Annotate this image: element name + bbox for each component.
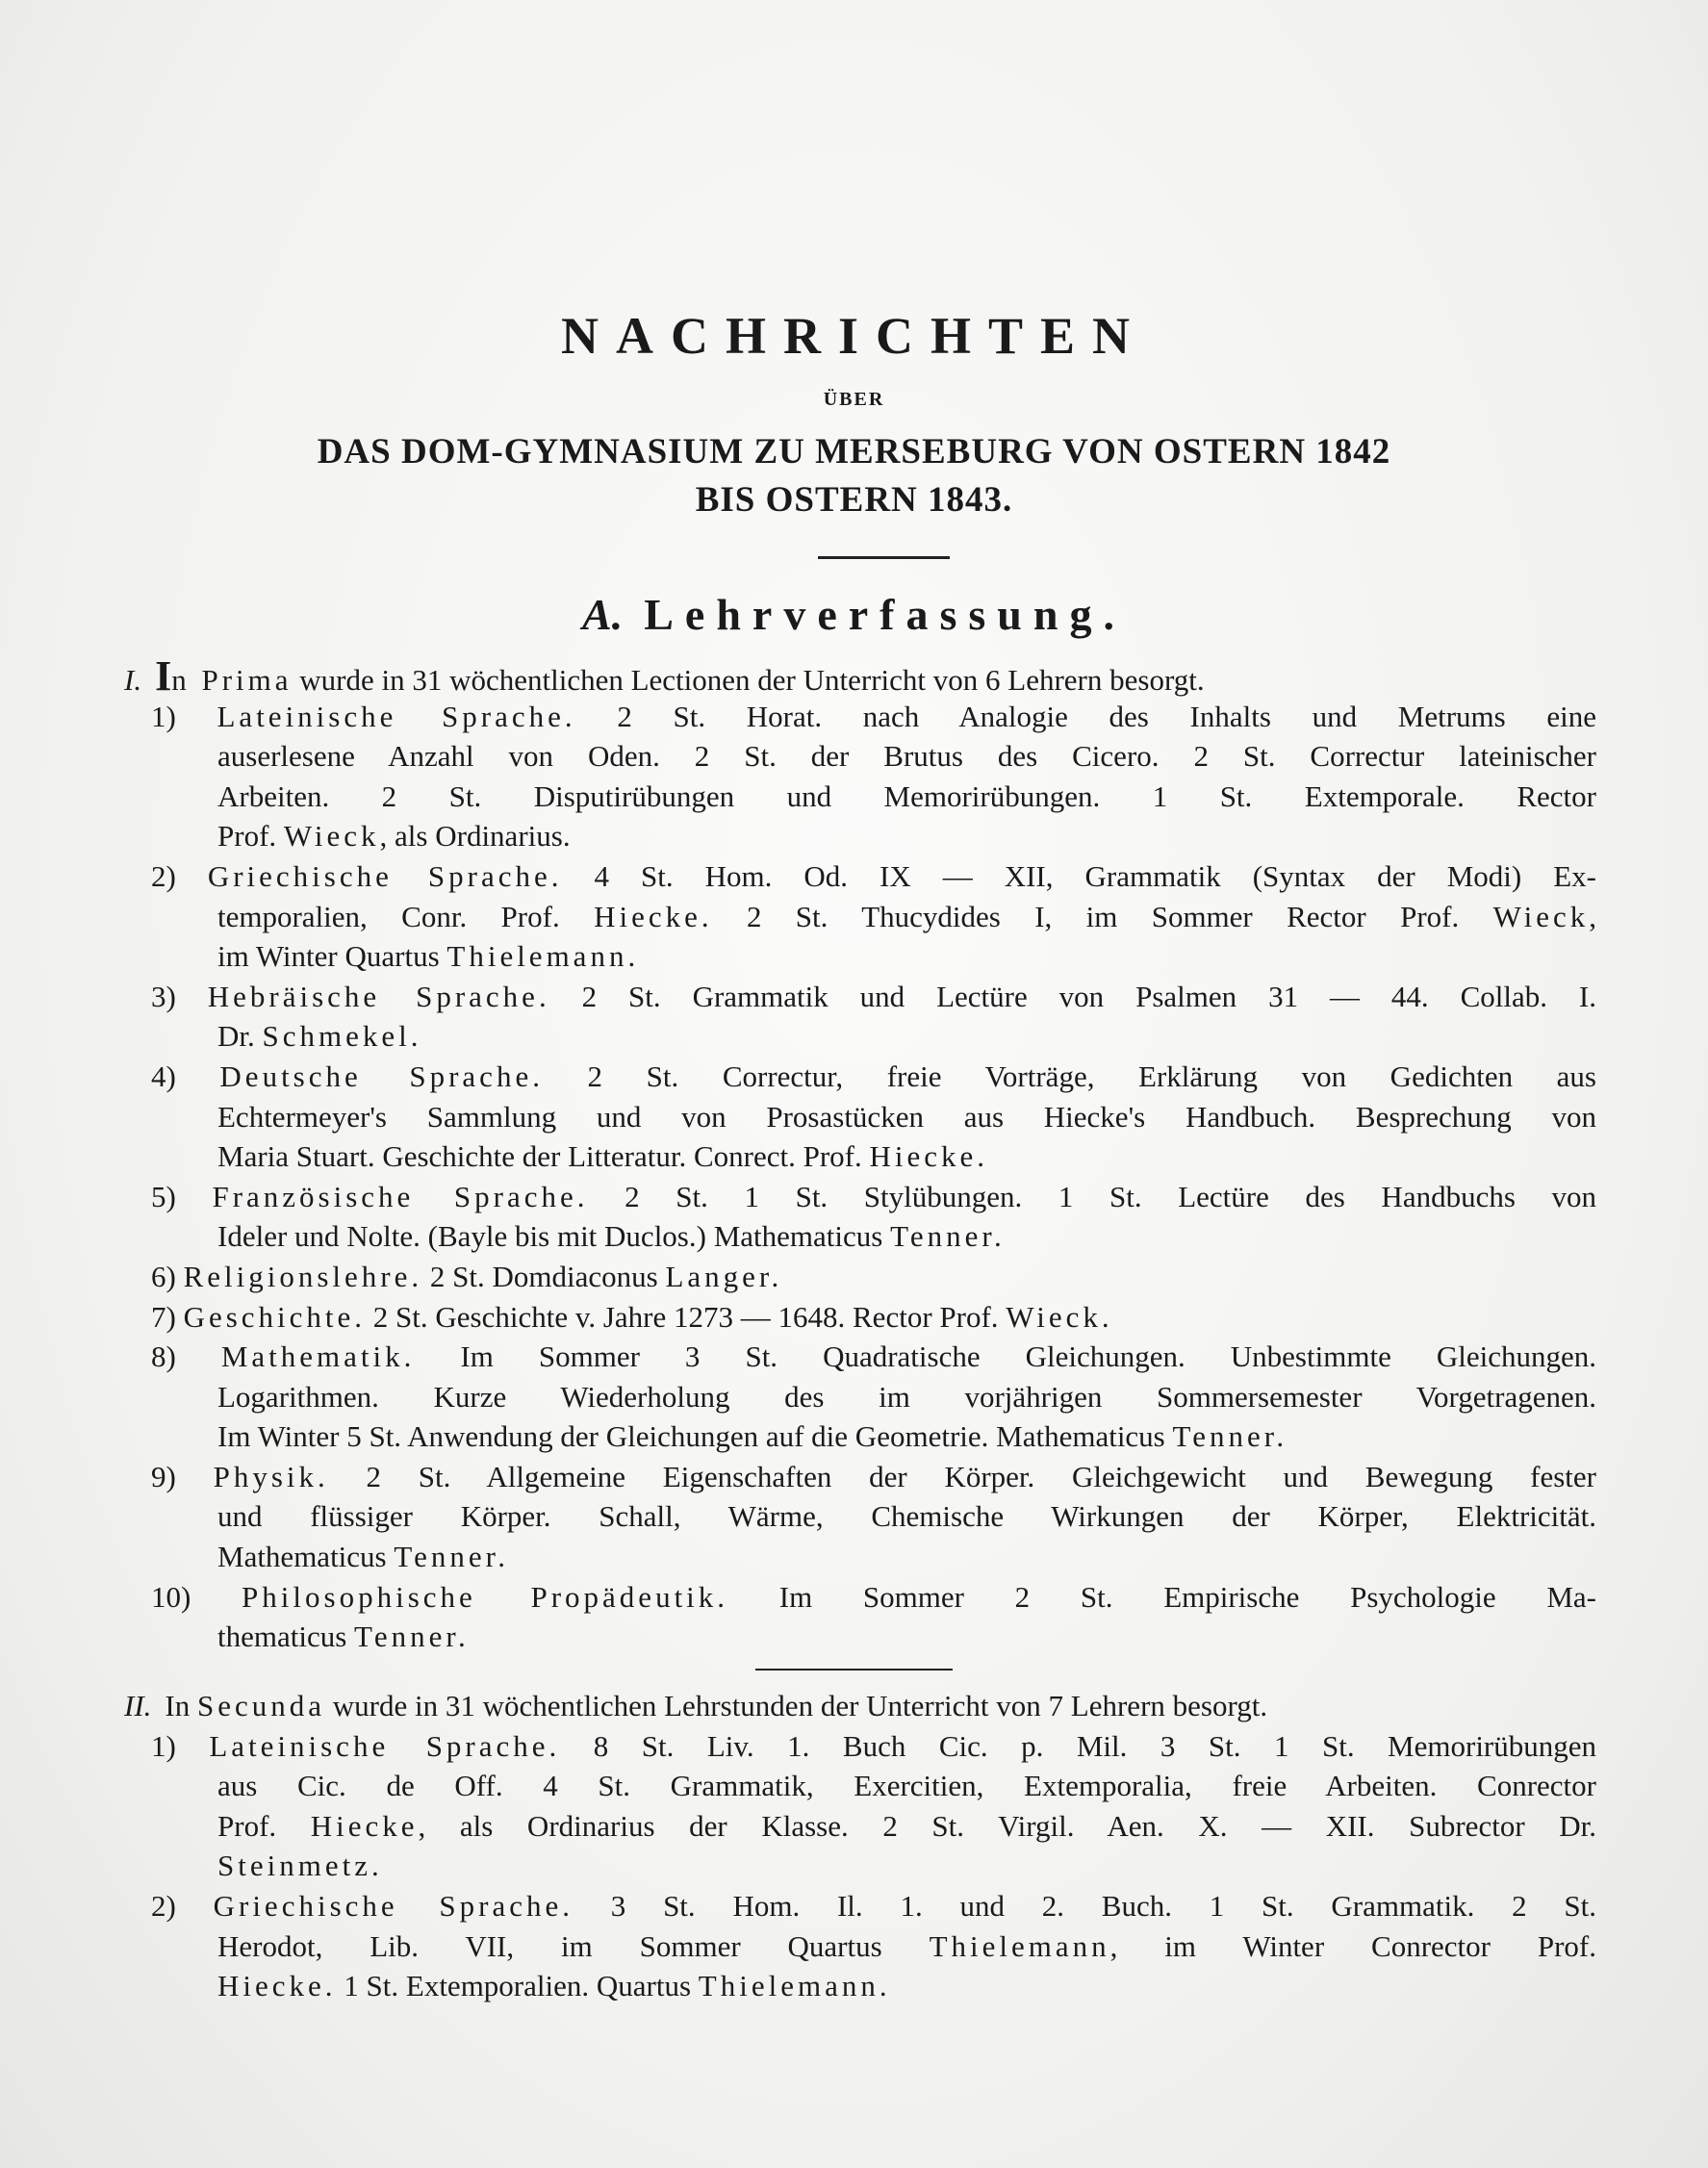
- text-run: 9): [151, 1459, 214, 1493]
- text-run: 3): [151, 979, 208, 1013]
- text-run: 6): [151, 1259, 184, 1293]
- spaced-text: Thielemann.: [698, 1969, 891, 2003]
- text-run: temporalien, Conr. Prof.: [217, 899, 595, 933]
- text-run: 8 St. Liv. 1. Buch Cic. p. Mil. 3 St. 1 St. Memorirübungen: [560, 1728, 1597, 1763]
- subject-item-line: [151, 1297, 1596, 1338]
- text-run: und flüssiger Körper. Schall, Wärme, Chemische Wirkungen der Körper, Elektricität.: [217, 1499, 1596, 1534]
- continuation-line: [217, 777, 1596, 817]
- spaced-text: Tenner.: [394, 1540, 510, 1574]
- text-run: wurde in 31 wöchentlichen Lehrstunden der Unterricht von 7 Lehrern besorgt.: [325, 1689, 1268, 1722]
- spaced-text: Religionslehre.: [183, 1259, 423, 1293]
- text-run: 2 St. Horat. nach Analogie des Inhalts und Metrums eine: [575, 699, 1596, 733]
- subject-item-line: [151, 1457, 1596, 1497]
- subtitle-line-1: DAS DOM-GYMNASIUM ZU MERSEBURG VON OSTERN 1842: [317, 432, 1391, 472]
- text-run: 8): [151, 1339, 221, 1374]
- spaced-text: Physik.: [213, 1459, 329, 1493]
- subject-item-line: [151, 1886, 1596, 1926]
- text-run: 2 St. Thucydides I, im Sommer Rector Prof.: [712, 899, 1493, 933]
- section-prima: [0, 652, 1708, 1657]
- text-run: 10): [151, 1579, 242, 1614]
- text-run: Arbeiten. 2 St. Disputirübungen und Memorirübungen. 1 St. Extemporale. Rector: [217, 778, 1596, 813]
- text-run: 2): [151, 858, 208, 893]
- continuation-line: [217, 1926, 1596, 1967]
- spaced-text: Hiecke.: [869, 1139, 989, 1174]
- continuation-line: [217, 1537, 1596, 1577]
- text-run: 1): [151, 699, 217, 733]
- spaced-text: Lateinische Sprache.: [217, 699, 576, 733]
- spaced-text: Tenner.: [1172, 1419, 1288, 1454]
- subject-item-line: [151, 1337, 1596, 1377]
- text-run: Herodot, Lib. VII, im Sommer Quartus: [217, 1928, 930, 1963]
- spaced-text: Wieck.: [1006, 1299, 1113, 1334]
- subject-item-line: [151, 856, 1596, 897]
- spaced-text: n Prima: [171, 663, 293, 697]
- spaced-text: Deutsche Sprache.: [219, 1058, 544, 1093]
- text-run: Echtermeyer's Sammlung und von Prosastücken aus Hiecke's Handbuch. Besprechung von: [217, 1099, 1596, 1134]
- spaced-text: Tenner.: [354, 1620, 470, 1654]
- text-run: 2 St. Geschichte v. Jahre 1273 — 1648. Rector Prof.: [366, 1299, 1007, 1334]
- spaced-text: Hiecke: [310, 1808, 419, 1843]
- continuation-line: [217, 1617, 1596, 1657]
- text-run: 3 St. Hom. Il. 1. und 2. Buch. 1 St. Grammatik. 2 St.: [574, 1888, 1596, 1923]
- text-run: 4 St. Hom. Od. IX — XII, Grammatik (Syntax der Modi) Ex-: [562, 858, 1596, 893]
- continuation-line: [217, 1806, 1596, 1847]
- spaced-text: Wieck: [1492, 899, 1590, 933]
- spaced-text: Thielemann: [929, 1928, 1110, 1963]
- subject-item-line: [151, 1257, 1596, 1297]
- section-divider: [755, 1669, 953, 1671]
- text-run: Im Winter 5 St. Anwendung der Gleichungen auf die Geometrie. Mathematicus: [217, 1419, 1173, 1454]
- spaced-text: Wieck: [283, 819, 380, 854]
- section-letter: A.: [582, 590, 624, 639]
- spaced-text: Tenner.: [890, 1219, 1006, 1254]
- text-run: 1 St. Extemporalien. Quartus: [336, 1969, 699, 2003]
- continuation-line: [217, 1097, 1596, 1137]
- continuation-line: [217, 1416, 1596, 1457]
- continuation-line: [217, 1377, 1596, 1417]
- section-intro-line: [124, 1686, 1596, 1726]
- spaced-text: Lateinische Sprache.: [209, 1728, 561, 1763]
- continuation-line: [217, 1136, 1596, 1177]
- text-run: Prof.: [217, 819, 284, 854]
- text-run: Im Sommer 3 St. Quadratische Gleichungen. Unbestimmte Gleichungen.: [415, 1339, 1596, 1374]
- text-run: Ideler und Nolte. (Bayle bis mit Duclos.) Mathematicus: [217, 1219, 891, 1254]
- text-run: 5): [151, 1179, 213, 1213]
- subtitle-line-2: BIS OSTERN 1843.: [695, 480, 1013, 520]
- section-secunda: [0, 1686, 1708, 2006]
- title-divider: [818, 556, 950, 559]
- text-run: , als Ordinarius der Klasse. 2 St. Virgil. Aen. X. — XII. Subrector Dr.: [418, 1808, 1596, 1843]
- text-run: Dr.: [217, 1019, 263, 1054]
- subject-item-line: [151, 1057, 1596, 1097]
- section-title: Lehrverfassung.: [644, 590, 1126, 639]
- section-intro-line: [124, 652, 1596, 700]
- subject-item-line: [151, 977, 1596, 1017]
- text-run: Mathematicus: [217, 1540, 395, 1574]
- spaced-text: Hiecke.: [217, 1969, 337, 2003]
- subject-item-line: [151, 1177, 1596, 1217]
- spaced-text: Hiecke.: [594, 899, 713, 933]
- text-run: Logarithmen. Kurze Wiederholung des im vorjährigen Sommersemester Vorgetragenen.: [217, 1379, 1596, 1414]
- spaced-text: Schmekel.: [262, 1019, 422, 1054]
- text-run: thematicus: [217, 1620, 355, 1654]
- page-title: NACHRICHTEN: [560, 307, 1148, 365]
- spaced-text: Langer.: [665, 1259, 783, 1293]
- text-run: wurde in 31 wöchentlichen Lectionen der Unterricht von 6 Lehrern besorgt.: [292, 663, 1205, 697]
- title-connector: ÜBER: [823, 389, 885, 410]
- initial-letter: I: [155, 652, 172, 700]
- text-run: ,: [1589, 899, 1597, 933]
- spaced-text: Steinmetz.: [217, 1849, 383, 1883]
- text-run: 7): [151, 1299, 184, 1334]
- spaced-text: Hebräische Sprache.: [207, 979, 550, 1013]
- text-run: , im Winter Conrector Prof.: [1109, 1928, 1596, 1963]
- text-run: , als Ordinarius.: [379, 819, 571, 854]
- continuation-line: [217, 1016, 1596, 1057]
- text-run: Im Sommer 2 St. Empirische Psychologie Ma-: [728, 1579, 1596, 1614]
- continuation-line: [217, 897, 1596, 937]
- spaced-text: Geschichte.: [183, 1299, 367, 1334]
- section-numeral: II.: [124, 1689, 152, 1722]
- spaced-text: Thielemann.: [446, 939, 640, 974]
- text-run: 2 St. Correctur, freie Vorträge, Erklärung von Gedichten aus: [543, 1058, 1596, 1093]
- section-heading: [0, 589, 1708, 640]
- continuation-line: [217, 1766, 1596, 1806]
- continuation-line: [217, 1216, 1596, 1257]
- text-run: 2): [151, 1888, 214, 1923]
- continuation-line: [217, 1846, 1596, 1886]
- subject-item-line: [151, 1726, 1596, 1767]
- continuation-line: [217, 736, 1596, 777]
- text-run: Prof.: [217, 1808, 311, 1843]
- continuation-line: [217, 816, 1596, 856]
- subject-item-line: [151, 697, 1596, 737]
- spaced-text: Mathematik.: [220, 1339, 416, 1374]
- text-run: Maria Stuart. Geschichte der Litteratur. Conrect. Prof.: [217, 1139, 870, 1174]
- continuation-line: [217, 936, 1596, 977]
- spaced-text: Griechische Sprache.: [213, 1888, 574, 1923]
- spaced-text: Secunda: [196, 1689, 326, 1722]
- continuation-line: [217, 1966, 1596, 2006]
- text-run: 2 St. Allgemeine Eigenschaften der Körper. Gleichgewicht und Bewegung fester: [328, 1459, 1596, 1493]
- text-run: 1): [151, 1728, 210, 1763]
- text-run: 2 St. 1 St. Stylübungen. 1 St. Lectüre des Handbuchs von: [588, 1179, 1597, 1213]
- text-run: 2 St. Grammatik und Lectüre von Psalmen 31 — 44. Collab. I.: [549, 979, 1596, 1013]
- text-run: 2 St. Domdiaconus: [422, 1259, 666, 1293]
- text-run: im Winter Quartus: [217, 939, 447, 974]
- spaced-text: Französische Sprache.: [212, 1179, 589, 1213]
- text-run: auserlesene Anzahl von Oden. 2 St. der Brutus des Cicero. 2 St. Correctur lateinischer: [217, 739, 1596, 774]
- section-numeral: I.: [124, 663, 142, 697]
- spaced-text: Griechische Sprache.: [207, 858, 563, 893]
- continuation-line: [217, 1496, 1596, 1537]
- text-run: 4): [151, 1058, 220, 1093]
- text-run: aus Cic. de Off. 4 St. Grammatik, Exercitien, Extemporalia, freie Arbeiten. Conrector: [217, 1769, 1596, 1803]
- text-run: In: [165, 1689, 197, 1722]
- subject-item-line: [151, 1577, 1596, 1618]
- spaced-text: Philosophische Propädeutik.: [242, 1579, 729, 1614]
